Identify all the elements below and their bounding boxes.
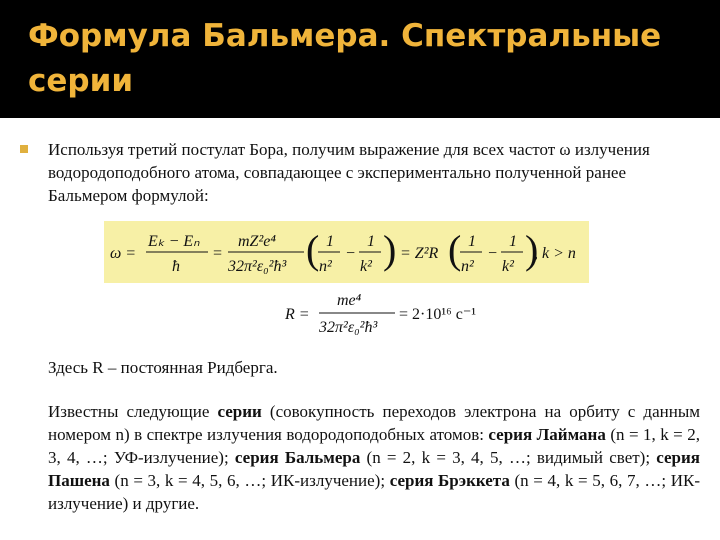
paren-close-1: ): [383, 227, 397, 272]
series-paragraph: [48, 400, 700, 515]
r-num: me⁴: [337, 292, 362, 309]
r-value: = 2·10¹⁶ с⁻¹: [399, 306, 477, 323]
balmer-series: серия Бальмера: [234, 448, 361, 467]
p2-den-b: k²: [502, 258, 514, 275]
paren-open-1: (: [306, 227, 320, 272]
p2-num-a: 1: [468, 233, 476, 250]
series-text-2: (совокупность переходов электрона на орбиту с данным номером n) в спектре излучения водородоподобных атомов:: [48, 402, 700, 444]
condition-k-gt-n: , k > n: [534, 245, 576, 262]
rydberg-formula-svg: [283, 285, 513, 341]
series-text-1: Известны следующие: [48, 402, 218, 421]
paren-close-2: ): [525, 227, 539, 272]
series-text-6: (n = 4, k = 5, 6, 7, …; ИК-излучение) и другие.: [48, 471, 700, 513]
title-line-1: Формула Бальмера. Спектральные: [28, 18, 662, 54]
p1-num-a: 1: [326, 233, 334, 250]
paren-open-2: (: [448, 227, 462, 272]
series-term: серии: [217, 402, 262, 421]
rydberg-formula: [283, 285, 513, 341]
lyman-series: серия Лаймана: [488, 425, 606, 444]
mze4-num: mZ²e⁴: [238, 233, 276, 250]
p1-den-b: k²: [360, 258, 372, 275]
equals-1: =: [212, 245, 223, 262]
series-text-3: (n = 1, k = 2, 3, 4, …; УФ-излучение);: [48, 425, 700, 467]
slide-title: [28, 14, 708, 105]
r-lhs: R =: [285, 306, 310, 323]
p1-den-a: n²: [319, 258, 332, 275]
p2-num-b: 1: [509, 233, 517, 250]
equals-z2r: = Z²R: [400, 245, 439, 262]
series-text-4: (n = 2, k = 3, 4, 5, …; видимый свет);: [360, 448, 657, 467]
balmer-formula-svg: [104, 221, 589, 283]
p1-num-b: 1: [367, 233, 375, 250]
omega-lhs: ω =: [110, 245, 137, 262]
series-text-5: (n = 3, k = 4, 5, 6, …; ИК-излучение);: [109, 471, 390, 490]
title-line-2: серии: [28, 63, 134, 100]
energy-diff: Eₖ − Eₙ: [148, 233, 200, 250]
hbar-den: ħ: [172, 258, 180, 275]
p2-den-a: n²: [461, 258, 474, 275]
den-32pi: 32π²ε₀²ħ³: [228, 258, 287, 275]
paschen-series: серия Пашена: [48, 448, 700, 490]
brackett-series: серия Брэккета: [389, 471, 510, 490]
bullet-text: Используя третий постулат Бора, получим выражение для всех частот ω излучения водородоподобного атома, совпадающее с экспериментально полученной ранее Бальмером формулой:: [48, 140, 650, 205]
rydberg-note: Здесь R – постоянная Ридберга.: [48, 358, 278, 377]
balmer-formula: [104, 221, 589, 283]
r-den: 32π²ε₀²ħ³: [319, 319, 378, 336]
p1-minus: −: [345, 245, 356, 262]
slide-header: [0, 0, 720, 118]
p2-minus: −: [487, 245, 498, 262]
bullet-marker: [20, 145, 28, 153]
